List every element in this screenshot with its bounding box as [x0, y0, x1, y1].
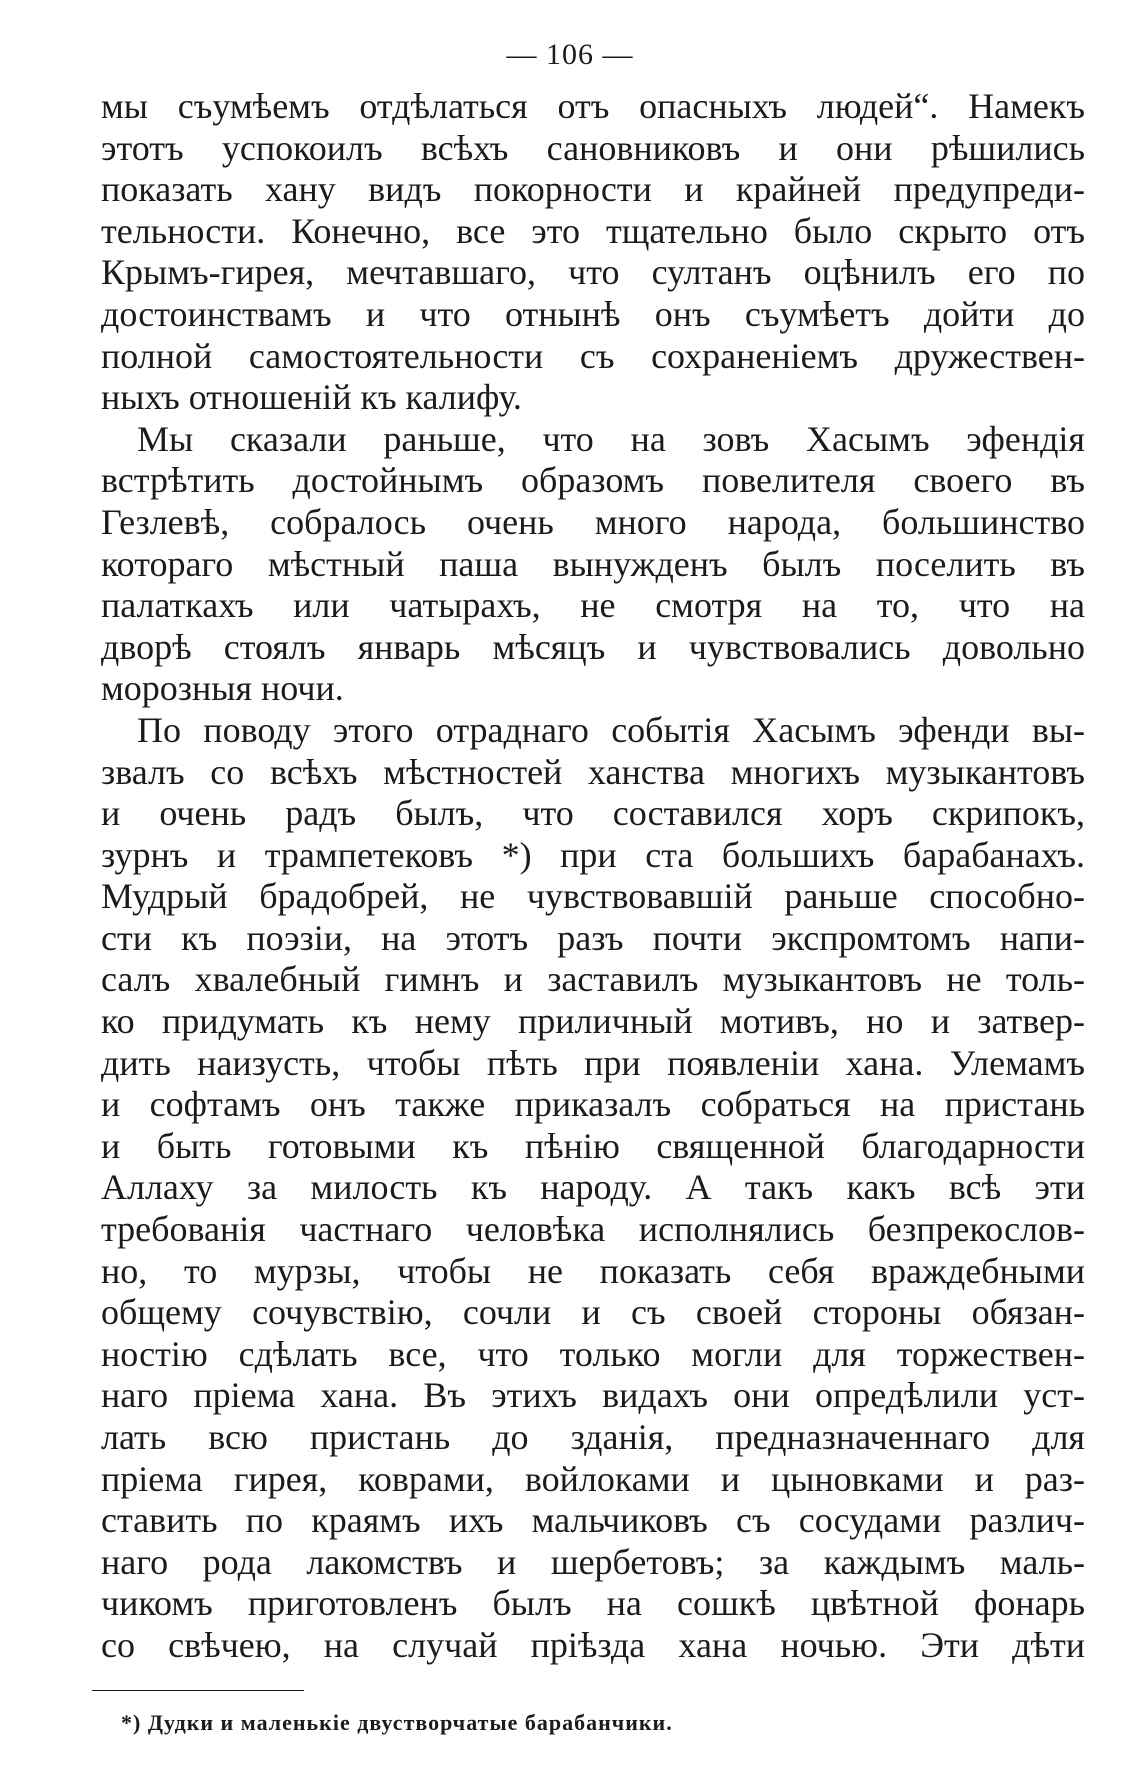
text-line: По поводу этого отраднаго событiя Хасымъ эфенди вы-: [137, 709, 1085, 750]
footnote-separator: [92, 1690, 304, 1691]
text-line: Мудрый брадобрей, не чувствовавшiй раньше способно-: [101, 876, 1085, 917]
text-line: Крымъ-гирея, мечтавшаго, что султанъ оцѣнилъ его по: [101, 252, 1085, 293]
text-line: ко придумать къ нему приличный мотивъ, но и затвер-: [101, 1001, 1085, 1042]
page-number: — 106 —: [506, 38, 634, 71]
text-line: Мы сказали раньше, что на зовъ Хасымъ эфендiя: [137, 418, 1085, 459]
text-line: достоинствамъ и что отнынѣ онъ съумѣетъ дойти до: [101, 293, 1085, 334]
text-line: но, то мурзы, чтобы не показать себя враждебными: [101, 1250, 1085, 1291]
text-line: Аллаху за милость къ народу. А такъ какъ всѣ эти: [101, 1167, 1085, 1208]
text-line: мы съумѣемъ отдѣлаться отъ опасныхъ людей“. Намекъ: [101, 86, 1085, 126]
text-line: зурнъ и трампетековъ *) при ста большихъ барабанахъ.: [101, 834, 1085, 875]
text-line: котораго мѣстный паша вынужденъ былъ поселить въ: [101, 543, 1085, 584]
text-line: и быть готовыми къ пѣнiю священной благодарности: [101, 1125, 1085, 1166]
text-line: дить наизусть, чтобы пѣть при появленiи хана. Улемамъ: [101, 1042, 1085, 1083]
text-line: показать хану видъ покорности и крайней предупреди-: [101, 169, 1085, 210]
text-line: чикомъ приготовленъ былъ на сошкѣ цвѣтной фонарь: [101, 1583, 1085, 1624]
text-line: салъ хвалебный гимнъ и заставилъ музыкантовъ не толь-: [101, 959, 1085, 1000]
text-line: и софтамъ онъ также приказалъ собраться на пристань: [101, 1084, 1085, 1125]
text-line: встрѣтить достойнымъ образомъ повелителя своего въ: [101, 460, 1085, 501]
text-line: сти къ поэзiи, на этотъ разъ почти экспромтомъ напи-: [101, 917, 1085, 958]
text-line: звалъ со всѣхъ мѣстностей ханства многихъ музыкантовъ: [101, 751, 1085, 792]
text-line: ставить по краямъ ихъ мальчиковъ съ сосудами различ-: [101, 1500, 1085, 1541]
text-line: полной самостоятельности съ сохраненiемъ дружествен-: [101, 335, 1085, 376]
text-line: морозныя ночи.: [101, 668, 344, 709]
text-line: лать всю пристань до зданiя, предназначеннаго для: [101, 1417, 1085, 1457]
body-text: [101, 86, 1085, 1667]
text-line: ностiю сдѣлать все, что только могли для торжествен-: [101, 1333, 1085, 1374]
text-line: палаткахъ или чатырахъ, не смотря на то, что на: [101, 585, 1085, 626]
text-line: наго прiема хана. Въ этихъ видахъ они опредѣлили уст-: [101, 1375, 1085, 1416]
text-line: тельности. Конечно, все это тщательно было скрыто отъ: [101, 210, 1085, 251]
text-line: этотъ успокоилъ всѣхъ сановниковъ и они рѣшились: [101, 127, 1085, 168]
text-line: наго рода лакомствъ и шербетовъ; за каждымъ маль-: [101, 1541, 1085, 1582]
footnote: *) Дудки и маленькiе двустворчатые барабанчики.: [121, 1710, 673, 1735]
text-line: требованiя частнаго человѣка исполнялись безпрекослов-: [101, 1209, 1085, 1250]
text-line: ныхъ отношенiй къ калифу.: [101, 377, 522, 418]
text-line: Гезлевѣ, собралось очень много народа, большинство: [101, 501, 1085, 542]
text-line: дворѣ стоялъ январь мѣсяцъ и чувствовались довольно: [101, 626, 1085, 667]
text-line: со свѣчею, на случай прiѣзда хана ночью. Эти дѣти: [101, 1624, 1085, 1665]
text-line: и очень радъ былъ, что составился хоръ скрипокъ,: [101, 793, 1085, 834]
text-line: общему сочувствiю, сочли и съ своей стороны обязан-: [101, 1292, 1085, 1333]
text-line: прiема гирея, коврами, войлоками и цыновками и раз-: [101, 1458, 1085, 1499]
